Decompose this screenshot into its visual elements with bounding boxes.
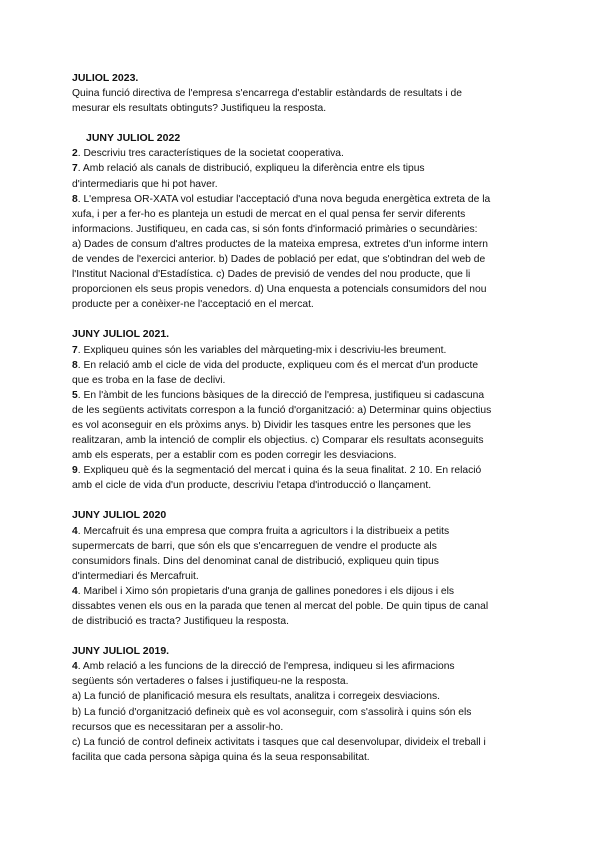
line-text: mesurar els resultats obtinguts? Justifiqueu la resposta.	[72, 103, 327, 115]
text-line	[72, 237, 534, 252]
text-line	[72, 358, 534, 373]
question-number: 8	[72, 359, 78, 371]
line-text: c) La funció de control defineix activitats i tasques que cal desenvolupar, divideix el treball i	[72, 736, 486, 748]
text-line	[72, 146, 534, 161]
line-text: que es troba en la fase de declivi.	[72, 374, 226, 386]
text-line	[72, 222, 534, 237]
section-heading: JUNY JULIOL 2019.	[72, 645, 170, 658]
text-line	[72, 554, 534, 569]
line-text: amb els esperats, per a establir com es poden corregir les desviacions.	[72, 450, 397, 462]
line-text: de vendes de l'exercici anterior. b) Dades de població per edat, que s'obtindran del web de	[72, 254, 486, 266]
text-line	[72, 388, 534, 403]
question-number: 7	[72, 344, 78, 356]
text-line	[72, 252, 534, 267]
text-line	[72, 177, 534, 192]
line-text: recursos que es necessitaran per a assolir-ho.	[72, 721, 284, 733]
text-line	[72, 584, 534, 599]
line-text: . Expliqueu què és la segmentació del mercat i quina és la seua finalitat. 2 10. En relació	[77, 465, 482, 477]
text-line	[72, 403, 534, 418]
text-line	[72, 192, 534, 207]
text-line	[72, 101, 534, 116]
line-text: de distribució es tracta? Justifiqueu la resposta.	[72, 616, 289, 628]
line-text: . Expliqueu quines són les variables del màrqueting-mix i descriviu-les breument.	[77, 344, 447, 356]
question-number: 8	[72, 193, 78, 205]
line-text: . Maribel i Ximo són propietaris d'una granja de gallines ponedores i els dijous i els	[77, 585, 455, 597]
section-juny-juliol-2019	[72, 644, 534, 765]
line-text: . L'empresa OR-XATA vol estudiar l'acceptació d'una nova beguda energètica extreta de la	[77, 193, 491, 205]
text-line	[72, 524, 534, 539]
text-line	[72, 705, 534, 720]
section-juny-juliol-2021	[72, 327, 534, 493]
text-line	[72, 478, 534, 493]
text-line	[72, 659, 534, 674]
question-number: 2	[72, 148, 78, 160]
text-line	[72, 282, 534, 297]
text-line	[72, 373, 534, 388]
line-text: facilita que cada persona sàpiga quina és la seua responsabilitat.	[72, 751, 370, 763]
text-line	[72, 267, 534, 282]
text-line	[72, 343, 534, 358]
line-text: supermercats de barri, que són els que s'encarreguen de vendre el producte als	[72, 540, 437, 552]
question-number: 9	[72, 465, 78, 477]
question-number: 7	[72, 163, 78, 175]
section-heading: JUNY JULIOL 2022	[86, 132, 181, 145]
document-page	[72, 71, 534, 780]
text-line	[72, 463, 534, 478]
line-text: xufa, i per a fer-ho es planteja un estudi de mercat en el qual pensa fer servir diferents	[72, 208, 466, 220]
question-number: 5	[72, 389, 78, 401]
text-line	[72, 735, 534, 750]
line-text: . Mercafruit és una empresa que compra fruita a agricultors i la distribueix a petits	[77, 525, 450, 537]
text-line	[72, 297, 534, 312]
line-text: producte per a conèixer-ne l'acceptació en el mercat.	[72, 299, 314, 311]
line-text: proporcionen els seus propis venedors. d) Una enquesta a potencials consumidors del nou	[72, 284, 487, 296]
line-text: . En l'àmbit de les funcions bàsiques de la direcció de l'empresa, justifiqueu si cadascuna	[77, 389, 485, 401]
text-line	[72, 689, 534, 704]
line-text: b) La funció d'organització defineix què es vol aconseguir, com s'assolirà i quins són els	[72, 706, 472, 718]
line-text: . Descriviu tres característiques de la societat cooperativa.	[77, 148, 344, 160]
line-text: dissabtes venen els ous en la parada que tenen al mercat del poble. De quin tipus de canal	[72, 601, 489, 612]
section-juny-juliol-2022	[72, 131, 534, 312]
line-text: següents són vertaderes o falses i justifiqueu-ne la resposta.	[72, 676, 349, 688]
text-line	[72, 207, 534, 222]
text-line	[72, 750, 534, 765]
line-text: realitzaran, amb la intenció de complir els objectius. c) Comparar els resultats aconseguits	[72, 435, 484, 447]
section-heading: JUNY JULIOL 2021.	[72, 328, 170, 341]
text-line	[72, 720, 534, 735]
line-text: de les següents activitats correspon a la funció d'organització: a) Determinar quins objectius	[72, 404, 492, 416]
text-line	[72, 448, 534, 463]
section-heading: JUNY JULIOL 2020	[72, 509, 167, 522]
text-line	[72, 86, 534, 101]
question-number: 4	[72, 585, 78, 597]
section-heading: JULIOL 2023.	[72, 72, 139, 84]
text-line	[72, 599, 534, 614]
text-line	[72, 161, 534, 176]
section-juliol-2023	[72, 71, 534, 116]
text-line	[72, 418, 534, 433]
question-number: 4	[72, 525, 78, 537]
line-text: amb el cicle de vida d'un producte, descriviu l'etapa d'introducció o llançament.	[72, 480, 432, 492]
text-line	[72, 614, 534, 629]
text-line	[72, 539, 534, 554]
text-line	[72, 569, 534, 584]
text-line	[72, 674, 534, 689]
line-text: informacions. Justifiqueu, en cada cas, si són fonts d'informació primàries o secundàries:	[72, 223, 478, 235]
section-juny-juliol-2020	[72, 508, 534, 629]
line-text: . En relació amb el cicle de vida del producte, expliqueu com és el mercat d'un producte	[77, 359, 479, 371]
line-text: . Amb relació a les funcions de la direcció de l'empresa, indiqueu si les afirmacions	[77, 661, 455, 673]
line-text: a) Dades de consum d'altres productes de la mateixa empresa, extretes d'un informe intern	[72, 238, 489, 250]
line-text: es vol aconseguir en els pròxims anys. b) Dividir les tasques entre les persones que les	[72, 419, 471, 431]
line-text: Quina funció directiva de l'empresa s'encarrega d'establir estàndards de resultats i de	[72, 88, 462, 100]
line-text: d'intermediari és Mercafruit.	[72, 570, 199, 582]
line-text: l'Institut Nacional d'Estadística. c) Dades de previsió de vendes del nou producte, que li	[72, 269, 471, 281]
text-line	[72, 433, 534, 448]
question-number: 4	[72, 661, 78, 673]
line-text: d'intermediaris que hi pot haver.	[72, 178, 218, 190]
line-text: consumidors finals. Dins del denominat canal de distribució, expliqueu quin tipus	[72, 555, 439, 567]
line-text: a) La funció de planificació mesura els resultats, analitza i corregeix desviacions.	[72, 691, 441, 703]
line-text: . Amb relació als canals de distribució, expliqueu la diferència entre els tipus	[77, 163, 425, 175]
